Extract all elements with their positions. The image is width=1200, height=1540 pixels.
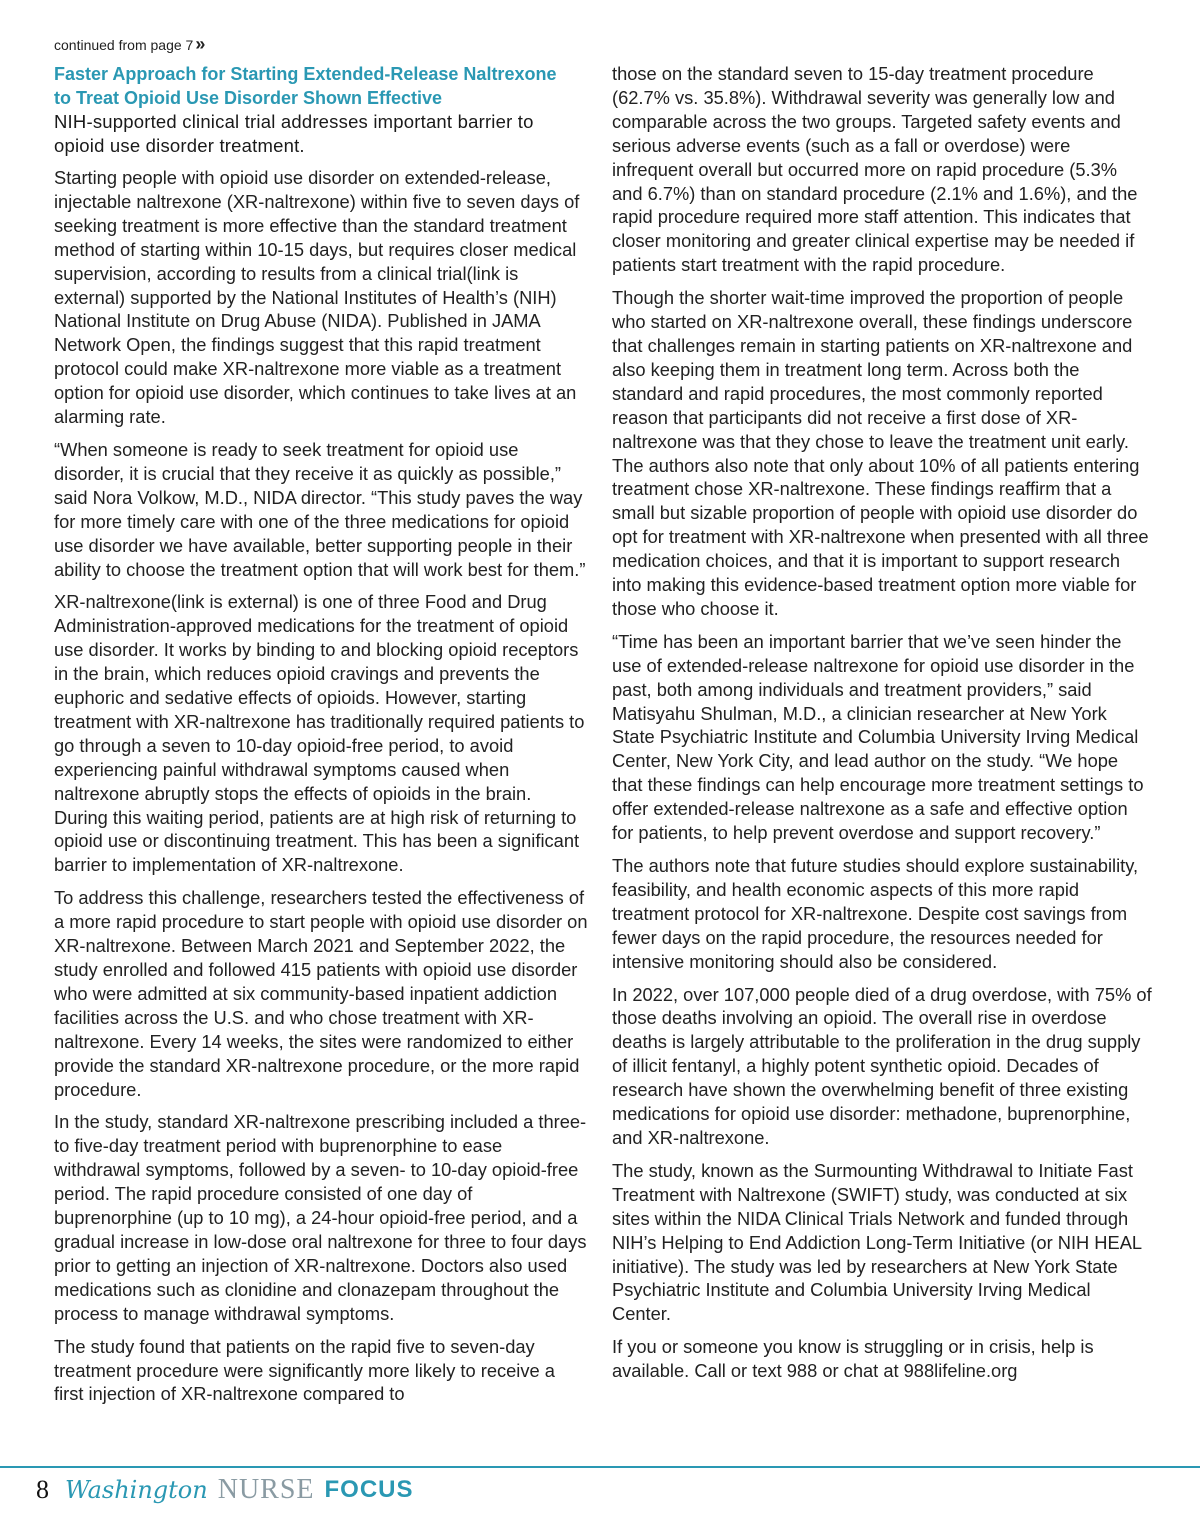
brand-focus: FOCUS [324,1476,414,1503]
paragraph: To address this challenge, researchers tested the effectiveness of a more rapid procedure to start people with opioid use disorder on XR-naltrexone. Between March 2021 and September 2022, the study enrolled and followed 415 patients with opioid use disorder who were admitted at six community-based inpatient addiction facilities across the U.S. and who chose treatment with XR-naltrexone. Every 14 weeks, the sites were randomized to either provide the standard XR-naltrexone procedure, or the more rapid procedure. [54,887,588,1100]
paragraph: “Time has been an important barrier that we’ve seen hinder the use of extended-release naltrexone for opioid use disorder in the past, both among individuals and treatment providers,” said Matisyahu Shulman, M.D., a clinician researcher at New York State Psychiatric Institute and Columbia University Irving Medical Center, New York City, and lead author on the study. “We hope that these findings can help encourage more treatment settings to offer extended-release naltrexone as a safe and effective option for patients, to help prevent overdose and support recovery.” [612,630,1144,844]
article-subhead: NIH-supported clinical trial addresses important barrier to opioid use disorder treatment. [54,111,534,156]
paragraph: The study, known as the Surmounting Withdrawal to Initiate Fast Treatment with Naltrexone (SWIFT) study, was conducted at six sites within the NIDA Clinical Trials Network and funded through NIH’s Helping to End Addiction Long-Term Initiative (or NIH HEAL initiative). The study was led by researchers at New York State Psychiatric Institute and Columbia University Irving Medical Center. [612,1159,1142,1325]
paragraph: those on the standard seven to 15-day treatment procedure (62.7% vs. 35.8%). Withdrawal severity was generally low and comparable across the two groups. Targeted safety events and serious adverse events (such as a fall or overdose) were infrequent overall but occurred more on rapid procedure (5.3% and 6.7%) than on standard procedure (2.1% and 1.6%), and the rapid procedure required more staff attention. This indicates that closer monitoring and greater clinical expertise may be needed if patients start treatment with the rapid procedure. [612,63,1138,276]
continued-arrow-icon: » [195,34,206,54]
paragraph: “When someone is ready to seek treatment for opioid use disorder, it is crucial that they receive it as quickly as possible,” said Nora Volkow, M.D., NIDA director. “This study paves the way for more timely care with one of the three medications for opioid use disorder we have available, better supporting people in their ability to choose the treatment option that will work best for them.” [54,438,586,580]
paragraph: The authors note that future studies should explore sustainability, feasibility, and health economic aspects of this more rapid treatment protocol for XR-naltrexone. Despite cost savings from fewer days on the rapid procedure, the resources needed for intensive monitoring should also be considered. [612,855,1139,972]
page-number: 8 [36,1475,49,1504]
continued-note [54,34,205,55]
paragraph: Starting people with opioid use disorder on extended-release, injectable naltrexone (XR-naltrexone) within five to seven days of seeking treatment is more effective than the standard treatment method of starting within 10-15 days, but requires closer medical supervision, according to results from a clinical trial(link is external) supported by the National Institutes of Health’s (NIH) National Institute on Drug Abuse (NIDA). Published in JAMA Network Open, the findings suggest that this rapid treatment protocol could make XR-naltrexone more viable as a treatment option for opioid use disorder, which continues to take lives at an alarming rate. [54,167,580,428]
left-column [54,62,588,1415]
footer-divider [0,1466,1200,1468]
right-column [612,62,1152,1392]
article-headline [54,62,588,110]
crisis-help-paragraph: If you or someone you know is struggling or in crisis, help is available. Call or text 988 or chat at 988lifeline.org [612,1336,1094,1382]
paragraph: The study found that patients on the rapid five to seven-day treatment procedure were significantly more likely to receive a first injection of XR-naltrexone compared to [54,1335,555,1405]
headline-line-1: Faster Approach for Starting Extended-Release Naltrexone [54,64,557,84]
brand-nurse: NURSE [217,1474,315,1505]
paragraph: In the study, standard XR-naltrexone prescribing included a three- to five-day treatment period with buprenorphine to ease withdrawal symptoms, followed by a seven- to 10-day opioid-free period. The rapid procedure consisted of one day of buprenorphine (up to 10 mg), a 24-hour opioid-free period, and a gradual increase in low-dose oral naltrexone for three to four days prior to getting an injection of XR-naltrexone. Doctors also used medications such as clonidine and clonazepam throughout the process to manage withdrawal symptoms. [54,1111,587,1324]
brand-washington: Washington [65,1476,208,1504]
paragraph: In 2022, over 107,000 people died of a drug overdose, with 75% of those deaths involving an opioid. The overall rise in overdose deaths is largely attributable to the proliferation in the drug supply of illicit fentanyl, a highly potent synthetic opioid. Decades of research have shown the overwhelming benefit of three existing medications for opioid use disorder: methadone, buprenorphine, and XR-naltrexone. [612,983,1152,1148]
paragraph: XR-naltrexone(link is external) is one of three Food and Drug Administration-approved medications for the treatment of opioid use disorder. It works by binding to and blocking opioid receptors in the brain, which reduces opioid cravings and prevents the euphoric and sedative effects of opioids. However, starting treatment with XR-naltrexone has traditionally required patients to go through a seven to 10-day opioid-free period, to avoid experiencing painful withdrawal symptoms caused when naltrexone abruptly stops the effects of opioids in the brain. During this waiting period, patients are at high risk of returning to opioid use or discontinuing treatment. This has been a significant barrier to implementation of XR-naltrexone. [54,591,585,876]
headline-line-2: to Treat Opioid Use Disorder Shown Effective [54,88,443,108]
continued-text: continued from page 7 [54,37,194,53]
paragraph: Though the shorter wait-time improved the proportion of people who started on XR-naltrexone overall, these findings underscore that challenges remain in starting patients on XR-naltrexone and also keeping them in treatment long term. Across both the standard and rapid procedures, the most commonly reported reason that participants did not receive a first dose of XR-naltrexone was that they chose to leave the treatment unit early. The authors also note that only about 10% of all patients entering treatment chose XR-naltrexone. These findings reaffirm that a small but sizable proportion of people with opioid use disorder do opt for treatment with XR-naltrexone when presented with all three medication choices, and that it is important to support research into making this evidence-based treatment option more viable for those who choose it. [612,287,1149,619]
page-footer [36,1470,414,1510]
